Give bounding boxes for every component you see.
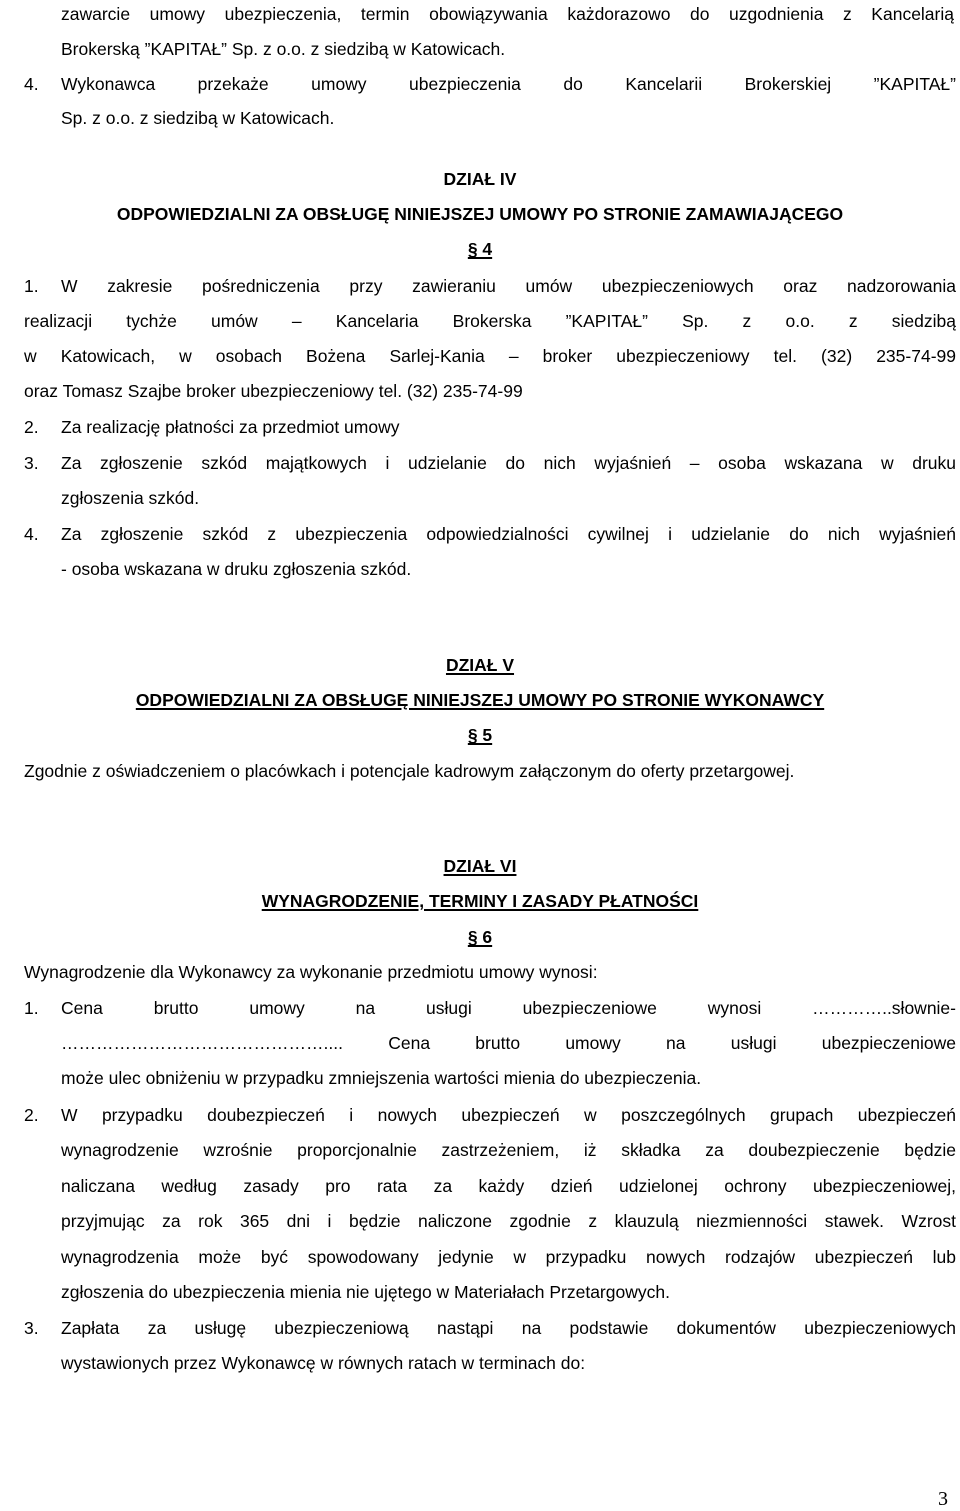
item-number: 2. <box>24 417 39 437</box>
text: zgłoszenia szkód. <box>61 488 200 508</box>
text: wynagrodzenie wzrośnie proporcjonalnie zastrzeżeniem, iż składka za doubezpieczenie będzie <box>61 1140 956 1160</box>
paragraph-number: § 4 <box>467 239 493 259</box>
section-heading: DZIAŁ IV <box>443 169 517 189</box>
item-number: 4. <box>24 524 39 544</box>
section-heading: DZIAŁ VI <box>443 856 517 876</box>
text: w Katowicach, w osobach Bożena Sarlej-Kania – broker ubezpieczeniowy tel. (32) 235-74-99 <box>24 346 956 366</box>
section-title: ODPOWIEDZIALNI ZA OBSŁUGĘ NINIEJSZEJ UMOWY PO STRONIE ZAMAWIAJĄCEGO <box>116 204 844 224</box>
text: W zakresie pośredniczenia przy zawieraniu umów ubezpieczeniowych oraz nadzorowania <box>61 276 956 296</box>
item-number: 3. <box>24 453 39 473</box>
text: - osoba wskazana w druku zgłoszenia szkód. <box>61 559 412 579</box>
section-heading: DZIAŁ V <box>445 655 515 675</box>
text: wystawionych przez Wykonawcę w równych ratach w terminach do: <box>61 1353 586 1373</box>
section-title: ODPOWIEDZIALNI ZA OBSŁUGĘ NINIEJSZEJ UMOWY PO STRONIE WYKONAWCY <box>135 690 825 710</box>
paragraph-number: § 5 <box>467 725 493 745</box>
text: zawarcie umowy ubezpieczenia, termin obowiązywania każdorazowo do uzgodnienia z Kancelarią <box>61 4 954 24</box>
text: Wynagrodzenie dla Wykonawcy za wykonanie przedmiotu umowy wynosi: <box>24 962 598 982</box>
text: Cena brutto umowy na usługi ubezpieczeniowe wynosi …………..słownie- <box>61 998 956 1018</box>
text: Zgodnie z oświadczeniem o placówkach i potencjale kadrowym załączonym do oferty przetargowej. <box>24 761 795 781</box>
text: zgłoszenia do ubezpieczenia mienia nie ujętego w Materiałach Przetargowych. <box>61 1282 670 1302</box>
text: Brokerską ”KAPITAŁ” Sp. z o.o. z siedzibą w Katowicach. <box>61 39 506 59</box>
text: realizacji tychże umów – Kancelaria Brokerska ”KAPITAŁ” Sp. z o.o. z siedzibą <box>24 311 956 331</box>
text: Zapłata za usługę ubezpieczeniową nastąpi na podstawie dokumentów ubezpieczeniowych <box>61 1318 956 1338</box>
text: Za realizację płatności za przedmiot umowy <box>61 417 400 437</box>
text: ……………………………………….... Cena brutto umowy na usługi ubezpieczeniowe <box>61 1033 956 1053</box>
text: Za zgłoszenie szkód z ubezpieczenia odpowiedzialności cywilnej i udzielanie do nich wyjaśnień <box>61 524 956 544</box>
paragraph-number: § 6 <box>467 927 493 947</box>
item-number: 3. <box>24 1318 39 1338</box>
text: przyjmując za rok 365 dni i będzie naliczone zgodnie z klauzulą niezmienności stawek. Wzrost <box>61 1211 956 1231</box>
text: Za zgłoszenie szkód majątkowych i udzielanie do nich wyjaśnień – osoba wskazana w druku <box>61 453 956 473</box>
text: Wykonawca przekaże umowy ubezpieczenia do Kancelarii Brokerskiej ”KAPITAŁ” <box>61 74 956 94</box>
text: naliczana według zasady pro rata za każdy dzień udzielonej ochrony ubezpieczeniowej, <box>61 1176 956 1196</box>
text: wynagrodzenia może być spowodowany jedynie w przypadku nowych rodzajów ubezpieczeń lub <box>61 1247 956 1267</box>
item-number: 1. <box>24 998 39 1018</box>
item-number: 2. <box>24 1105 39 1125</box>
section-title: WYNAGRODZENIE, TERMINY I ZASADY PŁATNOŚCI <box>261 891 699 911</box>
item-number: 4. <box>24 74 39 94</box>
text: W przypadku doubezpieczeń i nowych ubezpieczeń w poszczególnych grupach ubezpieczeń <box>61 1105 956 1125</box>
item-number: 1. <box>24 276 39 296</box>
text: może ulec obniżeniu w przypadku zmniejszenia wartości mienia do ubezpieczenia. <box>61 1068 702 1088</box>
text: oraz Tomasz Szajbe broker ubezpieczeniowy tel. (32) 235-74-99 <box>24 381 523 401</box>
text: Sp. z o.o. z siedzibą w Katowicach. <box>61 108 335 128</box>
page-number: 3 <box>938 1488 948 1510</box>
